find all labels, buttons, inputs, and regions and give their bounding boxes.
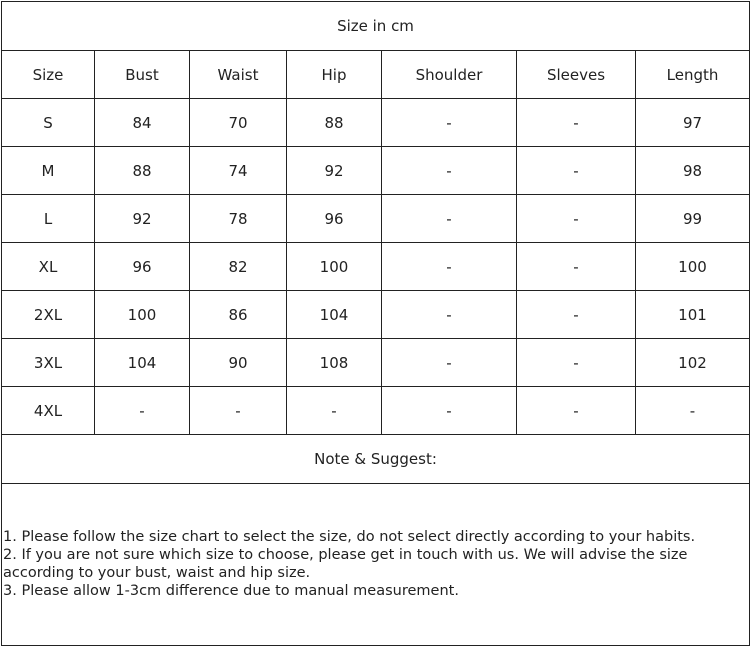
header-sleeves: Sleeves <box>517 51 636 99</box>
cell-bust: 104 <box>95 339 190 387</box>
note-item-1: 1. Please follow the size chart to select the size, do not select directly according to your habits. <box>3 529 696 545</box>
cell-length: 97 <box>636 99 750 147</box>
table-row <box>2 291 750 339</box>
cell-sleeves: - <box>517 99 636 147</box>
cell-size: S <box>2 99 95 147</box>
table-row <box>2 243 750 291</box>
header-hip: Hip <box>287 51 382 99</box>
header-length: Length <box>636 51 750 99</box>
note-item-3: 3. Please allow 1-3cm difference due to manual measurement. <box>3 583 459 599</box>
table-caption: Size in cm <box>2 2 750 51</box>
cell-waist: 70 <box>190 99 287 147</box>
cell-shoulder: - <box>382 243 517 291</box>
cell-hip: 100 <box>287 243 382 291</box>
cell-sleeves: - <box>517 147 636 195</box>
cell-size: M <box>2 147 95 195</box>
header-waist: Waist <box>190 51 287 99</box>
cell-bust: - <box>95 387 190 435</box>
cell-shoulder: - <box>382 147 517 195</box>
size-chart <box>1 1 749 654</box>
cell-bust: 96 <box>95 243 190 291</box>
cell-length: 100 <box>636 243 750 291</box>
cell-length: 99 <box>636 195 750 243</box>
cell-size: 3XL <box>2 339 95 387</box>
cell-hip: 88 <box>287 99 382 147</box>
cell-shoulder: - <box>382 99 517 147</box>
cell-length: - <box>636 387 750 435</box>
header-row <box>2 51 750 99</box>
size-table <box>1 1 750 646</box>
caption-row <box>2 2 750 51</box>
notes-title: Note & Suggest: <box>2 435 750 484</box>
cell-length: 102 <box>636 339 750 387</box>
cell-shoulder: - <box>382 387 517 435</box>
cell-sleeves: - <box>517 291 636 339</box>
cell-length: 101 <box>636 291 750 339</box>
cell-waist: 74 <box>190 147 287 195</box>
cell-waist: - <box>190 387 287 435</box>
header-shoulder: Shoulder <box>382 51 517 99</box>
cell-bust: 92 <box>95 195 190 243</box>
table-row <box>2 147 750 195</box>
cell-bust: 100 <box>95 291 190 339</box>
cell-size: XL <box>2 243 95 291</box>
cell-hip: 96 <box>287 195 382 243</box>
table-row <box>2 195 750 243</box>
cell-hip: 104 <box>287 291 382 339</box>
cell-sleeves: - <box>517 387 636 435</box>
cell-waist: 82 <box>190 243 287 291</box>
cell-hip: 108 <box>287 339 382 387</box>
cell-shoulder: - <box>382 291 517 339</box>
note-item-2: 2. If you are not sure which size to choose, please get in touch with us. We will advise the size according to your bust, waist and hip size. <box>3 547 688 581</box>
cell-waist: 86 <box>190 291 287 339</box>
cell-hip: - <box>287 387 382 435</box>
table-row <box>2 387 750 435</box>
header-bust: Bust <box>95 51 190 99</box>
header-size: Size <box>2 51 95 99</box>
cell-bust: 84 <box>95 99 190 147</box>
cell-bust: 88 <box>95 147 190 195</box>
cell-sleeves: - <box>517 339 636 387</box>
cell-size: 4XL <box>2 387 95 435</box>
table-row <box>2 99 750 147</box>
cell-hip: 92 <box>287 147 382 195</box>
cell-waist: 90 <box>190 339 287 387</box>
cell-shoulder: - <box>382 339 517 387</box>
cell-sleeves: - <box>517 243 636 291</box>
notes-body-row <box>2 484 750 646</box>
cell-length: 98 <box>636 147 750 195</box>
cell-waist: 78 <box>190 195 287 243</box>
cell-sleeves: - <box>517 195 636 243</box>
cell-size: L <box>2 195 95 243</box>
cell-shoulder: - <box>382 195 517 243</box>
notes-title-row <box>2 435 750 484</box>
cell-size: 2XL <box>2 291 95 339</box>
table-row <box>2 339 750 387</box>
notes-body <box>2 484 750 646</box>
